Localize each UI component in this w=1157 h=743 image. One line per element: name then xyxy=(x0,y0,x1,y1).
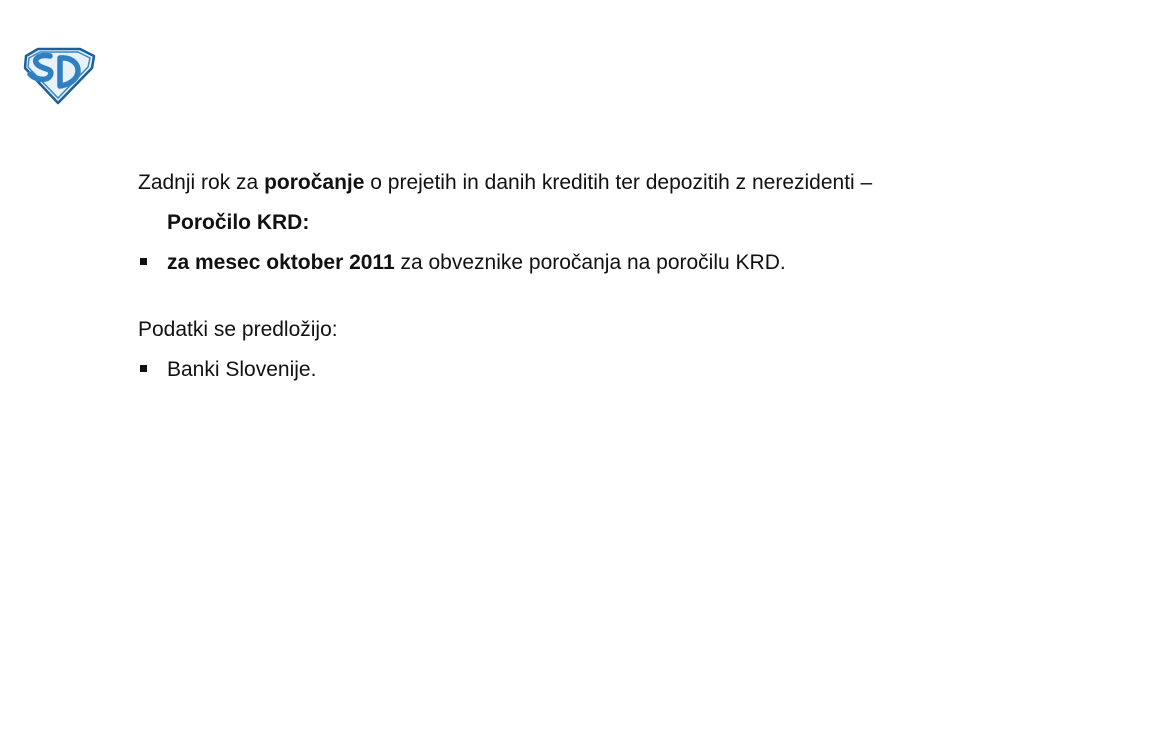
square-bullet-icon xyxy=(140,258,147,265)
square-bullet-icon xyxy=(140,365,147,372)
deadline-middle: o prejetih in danih kreditih ter depozitih z nerezidenti – xyxy=(370,171,873,194)
deadline-report-name: Poročilo KRD: xyxy=(167,211,310,234)
deadline-bold-reporting: poročanje xyxy=(264,171,365,194)
sd-shield-icon xyxy=(20,46,98,106)
company-logo xyxy=(20,46,98,106)
deadline-paragraph xyxy=(138,163,1020,243)
deadline-intro: Zadnji rok za xyxy=(138,171,259,194)
submission-recipient: Banki Slovenije. xyxy=(167,358,317,381)
list-item xyxy=(138,350,1020,390)
deadline-month: za mesec oktober 2011 xyxy=(167,251,395,274)
document-body xyxy=(138,163,1020,390)
deadline-obligors: za obveznike poročanja na poročilu KRD. xyxy=(400,251,786,274)
list-item xyxy=(138,243,1020,283)
submission-intro: Podatki se predložijo: xyxy=(138,318,338,341)
